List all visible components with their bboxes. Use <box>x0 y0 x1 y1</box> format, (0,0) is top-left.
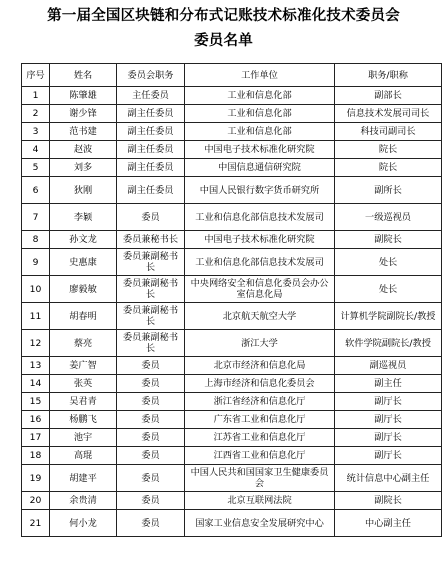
cell-index: 8 <box>22 231 50 249</box>
cell-index: 12 <box>22 330 50 357</box>
cell-name: 史惠康 <box>50 249 117 276</box>
cell-position: 中心副主任 <box>335 510 442 537</box>
document-subtitle: 委员名单 <box>194 33 253 49</box>
header-index: 序号 <box>22 64 50 87</box>
cell-position: 副部长 <box>335 87 442 105</box>
cell-name: 廖毅敏 <box>50 276 117 303</box>
header-position: 职务/职称 <box>335 64 442 87</box>
cell-organization: 江苏省工业和信息化厅 <box>185 429 335 447</box>
table-row <box>22 429 442 447</box>
cell-organization: 中国人民共和国国家卫生健康委员会 <box>185 465 335 492</box>
cell-committee-role: 副主任委员 <box>117 123 185 141</box>
cell-index: 6 <box>22 177 50 204</box>
cell-name: 高琨 <box>50 447 117 465</box>
cell-committee-role: 委员兼秘书长 <box>117 231 185 249</box>
table-header-row <box>22 64 442 87</box>
cell-organization: 工业和信息化部信息技术发展司 <box>185 249 335 276</box>
cell-position: 院长 <box>335 141 442 159</box>
cell-committee-role: 副主任委员 <box>117 141 185 159</box>
cell-position: 副主任 <box>335 375 442 393</box>
table-row <box>22 204 442 231</box>
cell-position: 院长 <box>335 159 442 177</box>
table-row <box>22 330 442 357</box>
table-row <box>22 141 442 159</box>
cell-index: 16 <box>22 411 50 429</box>
cell-index: 13 <box>22 357 50 375</box>
cell-position: 一级巡视员 <box>335 204 442 231</box>
cell-organization: 中国电子技术标准化研究院 <box>185 141 335 159</box>
table-row <box>22 375 442 393</box>
table-row <box>22 276 442 303</box>
cell-index: 21 <box>22 510 50 537</box>
cell-organization: 中国信息通信研究院 <box>185 159 335 177</box>
cell-name: 杨鹏飞 <box>50 411 117 429</box>
table-row <box>22 411 442 429</box>
cell-position: 副巡视员 <box>335 357 442 375</box>
cell-position: 副院长 <box>335 231 442 249</box>
table-row <box>22 465 442 492</box>
cell-name: 孙文龙 <box>50 231 117 249</box>
cell-name: 陈肇雄 <box>50 87 117 105</box>
cell-position: 副所长 <box>335 177 442 204</box>
cell-position: 副厅长 <box>335 429 442 447</box>
cell-position: 副院长 <box>335 492 442 510</box>
cell-organization: 中国人民银行数字货币研究所 <box>185 177 335 204</box>
cell-committee-role: 委员 <box>117 447 185 465</box>
cell-committee-role: 委员 <box>117 465 185 492</box>
cell-organization: 工业和信息化部 <box>185 87 335 105</box>
cell-position: 处长 <box>335 276 442 303</box>
cell-organization: 北京航天航空大学 <box>185 303 335 330</box>
cell-organization: 北京互联网法院 <box>185 492 335 510</box>
cell-organization: 北京市经济和信息化局 <box>185 357 335 375</box>
cell-name: 蔡亮 <box>50 330 117 357</box>
cell-committee-role: 委员 <box>117 492 185 510</box>
cell-position: 信息技术发展司司长 <box>335 105 442 123</box>
cell-name: 赵波 <box>50 141 117 159</box>
cell-position: 统计信息中心副主任 <box>335 465 442 492</box>
table-row <box>22 159 442 177</box>
cell-committee-role: 副主任委员 <box>117 105 185 123</box>
cell-committee-role: 副主任委员 <box>117 159 185 177</box>
cell-organization: 浙江省经济和信息化厅 <box>185 393 335 411</box>
cell-index: 3 <box>22 123 50 141</box>
cell-index: 4 <box>22 141 50 159</box>
cell-name: 狄刚 <box>50 177 117 204</box>
cell-name: 池宇 <box>50 429 117 447</box>
cell-committee-role: 委员 <box>117 411 185 429</box>
cell-name: 余贵清 <box>50 492 117 510</box>
cell-position: 计算机学院副院长/教授 <box>335 303 442 330</box>
cell-name: 姜广智 <box>50 357 117 375</box>
cell-position: 副厅长 <box>335 393 442 411</box>
cell-committee-role: 委员兼副秘书长 <box>117 303 185 330</box>
cell-name: 刘多 <box>50 159 117 177</box>
cell-committee-role: 委员 <box>117 429 185 447</box>
cell-index: 19 <box>22 465 50 492</box>
header-committee-role: 委员会职务 <box>117 64 185 87</box>
cell-organization: 工业和信息化部信息技术发展司 <box>185 204 335 231</box>
cell-organization: 国家工业信息安全发展研究中心 <box>185 510 335 537</box>
cell-index: 10 <box>22 276 50 303</box>
cell-name: 李颖 <box>50 204 117 231</box>
cell-index: 18 <box>22 447 50 465</box>
cell-organization: 中央网络安全和信息化委员会办公室信息化局 <box>185 276 335 303</box>
cell-committee-role: 委员兼副秘书长 <box>117 276 185 303</box>
cell-position: 科技司副司长 <box>335 123 442 141</box>
table-row <box>22 357 442 375</box>
cell-committee-role: 委员 <box>117 393 185 411</box>
cell-index: 17 <box>22 429 50 447</box>
cell-index: 11 <box>22 303 50 330</box>
table-row <box>22 87 442 105</box>
cell-position: 副厅长 <box>335 447 442 465</box>
cell-name: 胡春明 <box>50 303 117 330</box>
table-row <box>22 177 442 204</box>
cell-committee-role: 委员兼副秘书长 <box>117 330 185 357</box>
cell-index: 5 <box>22 159 50 177</box>
cell-name: 谢少锋 <box>50 105 117 123</box>
cell-organization: 广东省工业和信息化厅 <box>185 411 335 429</box>
cell-committee-role: 主任委员 <box>117 87 185 105</box>
header-organization: 工作单位 <box>185 64 335 87</box>
cell-name: 吴君青 <box>50 393 117 411</box>
cell-index: 1 <box>22 87 50 105</box>
document-title: 第一届全国区块链和分布式记账技术标准化技术委员会 <box>47 8 400 24</box>
cell-name: 张英 <box>50 375 117 393</box>
cell-organization: 工业和信息化部 <box>185 123 335 141</box>
cell-position: 副厅长 <box>335 411 442 429</box>
cell-organization: 中国电子技术标准化研究院 <box>185 231 335 249</box>
table-row <box>22 393 442 411</box>
cell-position: 处长 <box>335 249 442 276</box>
cell-position: 软件学院副院长/教授 <box>335 330 442 357</box>
cell-name: 范书建 <box>50 123 117 141</box>
cell-name: 何小龙 <box>50 510 117 537</box>
cell-index: 15 <box>22 393 50 411</box>
cell-organization: 江西省工业和信息化厅 <box>185 447 335 465</box>
cell-organization: 工业和信息化部 <box>185 105 335 123</box>
table-row <box>22 249 442 276</box>
table-row <box>22 447 442 465</box>
cell-committee-role: 委员 <box>117 375 185 393</box>
cell-index: 7 <box>22 204 50 231</box>
table-row <box>22 303 442 330</box>
cell-index: 2 <box>22 105 50 123</box>
cell-name: 胡建平 <box>50 465 117 492</box>
table-row <box>22 123 442 141</box>
cell-committee-role: 副主任委员 <box>117 177 185 204</box>
cell-index: 9 <box>22 249 50 276</box>
cell-index: 20 <box>22 492 50 510</box>
cell-index: 14 <box>22 375 50 393</box>
table-row <box>22 510 442 537</box>
cell-committee-role: 委员兼副秘书长 <box>117 249 185 276</box>
member-table <box>21 63 442 537</box>
header-name: 姓名 <box>50 64 117 87</box>
cell-organization: 浙江大学 <box>185 330 335 357</box>
cell-committee-role: 委员 <box>117 357 185 375</box>
cell-committee-role: 委员 <box>117 204 185 231</box>
table-row <box>22 231 442 249</box>
cell-committee-role: 委员 <box>117 510 185 537</box>
cell-organization: 上海市经济和信息化委员会 <box>185 375 335 393</box>
table-row <box>22 105 442 123</box>
table-row <box>22 492 442 510</box>
